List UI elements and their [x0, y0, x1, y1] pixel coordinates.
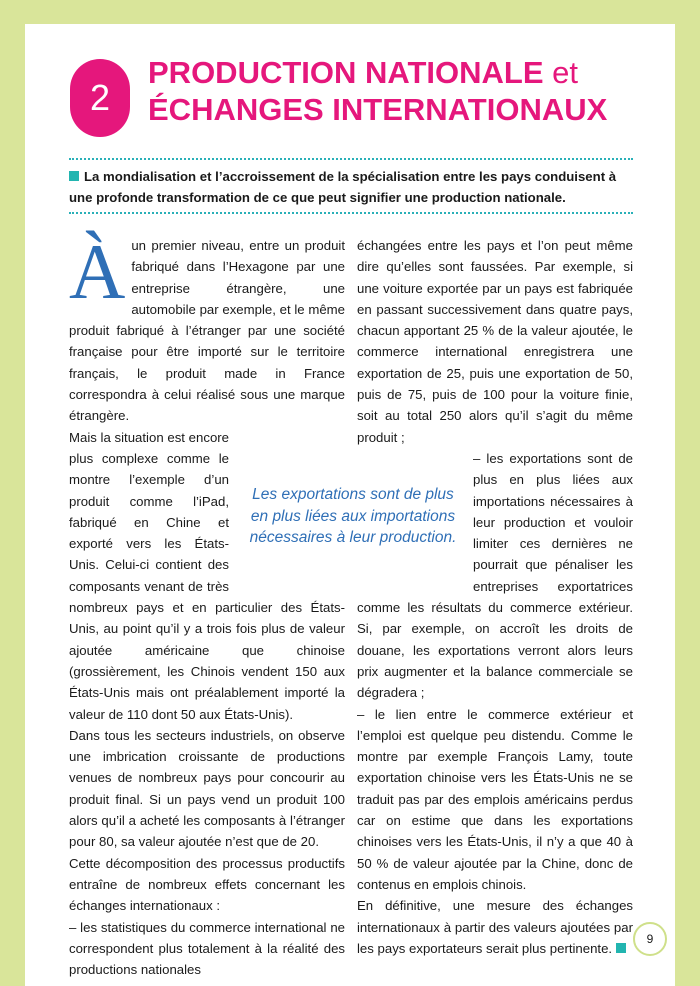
page-number: 9: [633, 922, 667, 956]
left-paragraph-1: un premier niveau, entre un produit fabriqué dans l’Hexagone par une entreprise étrangère, une automobile par exemple, et le même produit fabriqué à l’étranger par une société française pour être importé sur le territoire français, le produit made in France correspondra à celui réalisé sous une marque étrangère.: [69, 238, 345, 424]
left-paragraph-5: – les statistiques du commerce international ne correspondent plus totalement à la réalité des productions nationales: [69, 919, 345, 978]
intro-paragraph: [69, 166, 635, 208]
teal-square-icon: [69, 171, 79, 181]
title-line1-light: et: [543, 55, 578, 90]
title-line2: ÉCHANGES INTERNATIONAUX: [148, 92, 608, 127]
page: [25, 24, 675, 986]
right-column: [357, 235, 633, 959]
divider-bottom: [69, 212, 633, 214]
right-paragraph-2: – les exportations sont de plus en plus liées aux importations nécessaires à leur production et vouloir limiter ces dernières ne pourrait que pénaliser les entreprises exportatrices comme les résultats du commerce extérieur. Si, par exemple, on accroît les droits de douane, les exportations verront alors leurs prix augmenter et la balance commerciale se dégradera ;: [357, 450, 633, 701]
right-paragraph-3: – le lien entre le commerce extérieur et l’emploi est quelque peu distendu. Comme le montre par exemple François Lamy, toute exportation chinoise vers les États-Unis ne se traduit pas par des emplois américains perdus car on estime que dans les exportations chinoises vers les États-Unis, il n’y a que 40 à 50 % de valeur ajoutée par la Chine, donc de contenus en emplois chinois.: [357, 706, 633, 892]
left-paragraph-4: Cette décomposition des processus productifs entraîne de nombreux effets concernant les échanges internationaux :: [69, 855, 345, 914]
intro-text: La mondialisation et l’accroissement de la spécialisation entre les pays conduisent à une profonde transformation de ce que peut signifier une production nationale.: [69, 169, 617, 205]
end-square-icon: [616, 943, 626, 953]
pull-quote: Les exportations sont de plus en plus liées aux importations nécessaires à leur production.: [249, 486, 457, 546]
chapter-badge: 2: [70, 59, 130, 137]
right-paragraph-1: échangées entre les pays et l’on peut même dire qu’elles sont faussées. Par exemple, si une voiture exportée par un pays est fabriquée en passant successivement dans quatre pays, chacun apportant 25 % de la valeur ajoutée, le commerce international enregistrera une exportation de 25, puis une exportation de 50, puis de 75, puis de 100 pour la voiture finie, soit au total 250 alors qu’il s’agit du même produit ;: [357, 238, 633, 445]
title-line1: PRODUCTION NATIONALE: [148, 55, 544, 90]
left-column: [69, 228, 345, 980]
right-paragraph-4: En définitive, une mesure des échanges internationaux à partir des valeurs ajoutées par les pays exportateurs serait plus pertinente.: [357, 898, 633, 956]
dropcap: À: [69, 228, 126, 315]
page-title: [148, 54, 658, 128]
divider-top: [69, 158, 633, 160]
left-paragraph-2: Mais la situation est encore plus complexe comme le montre l’exemple d’un produit comme l’iPad, fabriqué en Chine et exporté vers les États-Unis. Celui-ci contient des composants venant de très nombreux pays et en particulier des États-Unis, au point qu’il y a trois fois plus de valeur ajoutée américaine que chinoise (grossièrement, les Chinois vendent 150 aux États-Unis mais ont préalablement importé la valeur de 110 dont 50 aux États-Unis).: [69, 429, 345, 722]
left-paragraph-3: Dans tous les secteurs industriels, on observe une imbrication croissante de productions venues de nombreux pays pour concourir au produit final. Si un pays vend un produit 100 alors qu’il a acheté les composants à l’étranger pour 80, sa valeur ajoutée n’est que de 20.: [69, 727, 345, 850]
